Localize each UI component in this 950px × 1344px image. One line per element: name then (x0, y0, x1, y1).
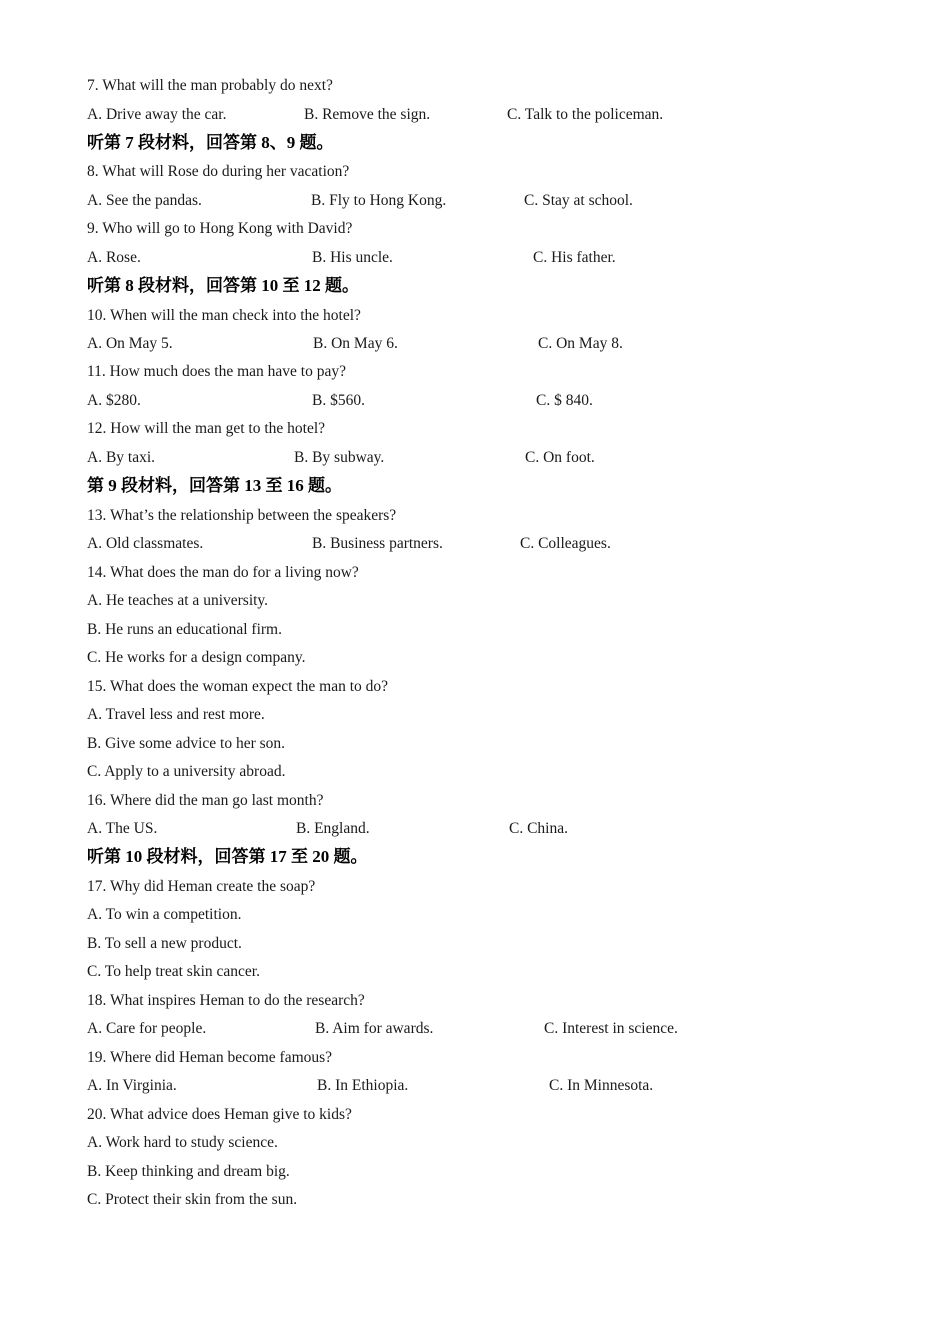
question-9: 9. Who will go to Hong Kong with David? (87, 220, 353, 237)
question-10: 10. When will the man check into the hotel? (87, 307, 361, 324)
question-14: 14. What does the man do for a living now? (87, 564, 359, 581)
option-16a: A. The US. (87, 820, 158, 837)
option-9c: C. His father. (533, 249, 616, 266)
option-8b: B. Fly to Hong Kong. (311, 192, 447, 209)
question-17: 17. Why did Heman create the soap? (87, 878, 316, 895)
option-16c: C. China. (509, 820, 568, 837)
option-12c: C. On foot. (525, 449, 595, 466)
option-19b: B. In Ethiopia. (317, 1077, 409, 1094)
option-8c: C. Stay at school. (524, 192, 633, 209)
option-10c: C. On May 8. (538, 335, 623, 352)
option-19c: C. In Minnesota. (549, 1077, 654, 1094)
option-10a: A. On May 5. (87, 335, 173, 352)
option-7b: B. Remove the sign. (304, 106, 431, 123)
option-7c: C. Talk to the policeman. (507, 106, 664, 123)
section-heading-7: 听第 7 段材料，回答第 8、9 题。 (87, 133, 334, 152)
option-20b: B. Keep thinking and dream big. (87, 1163, 290, 1180)
option-20c: C. Protect their skin from the sun. (87, 1191, 298, 1208)
section-heading-8: 听第 8 段材料，回答第 10 至 12 题。 (87, 276, 359, 295)
option-15c: C. Apply to a university abroad. (87, 763, 286, 780)
option-13b: B. Business partners. (312, 535, 443, 552)
option-18c: C. Interest in science. (544, 1020, 678, 1037)
section-heading-10: 听第 10 段材料，回答第 17 至 20 题。 (87, 847, 368, 866)
question-7: 7. What will the man probably do next? (87, 77, 333, 94)
option-9b: B. His uncle. (312, 249, 393, 266)
option-8a: A. See the pandas. (87, 192, 202, 209)
option-14c: C. He works for a design company. (87, 649, 306, 666)
option-14b: B. He runs an educational firm. (87, 621, 282, 638)
option-12a: A. By taxi. (87, 449, 156, 466)
option-14a: A. He teaches at a university. (87, 592, 269, 609)
option-12b: B. By subway. (294, 449, 385, 466)
option-11c: C. $ 840. (536, 392, 593, 409)
question-12: 12. How will the man get to the hotel? (87, 420, 326, 437)
question-19: 19. Where did Heman become famous? (87, 1049, 333, 1066)
question-15: 15. What does the woman expect the man to do? (87, 678, 389, 695)
option-7a: A. Drive away the car. (87, 106, 227, 123)
question-8: 8. What will Rose do during her vacation? (87, 163, 350, 180)
option-19a: A. In Virginia. (87, 1077, 177, 1094)
question-16: 16. Where did the man go last month? (87, 792, 324, 809)
option-18b: B. Aim for awards. (315, 1020, 434, 1037)
option-15a: A. Travel less and rest more. (87, 706, 265, 723)
option-10b: B. On May 6. (313, 335, 398, 352)
section-heading-9: 第 9 段材料，回答第 13 至 16 题。 (87, 476, 342, 495)
question-18: 18. What inspires Heman to do the research? (87, 992, 365, 1009)
option-16b: B. England. (296, 820, 370, 837)
option-13c: C. Colleagues. (520, 535, 611, 552)
option-17a: A. To win a competition. (87, 906, 242, 923)
option-18a: A. Care for people. (87, 1020, 207, 1037)
option-15b: B. Give some advice to her son. (87, 735, 286, 752)
option-20a: A. Work hard to study science. (87, 1134, 278, 1151)
option-17c: C. To help treat skin cancer. (87, 963, 260, 980)
question-11: 11. How much does the man have to pay? (87, 363, 346, 380)
option-13a: A. Old classmates. (87, 535, 204, 552)
option-11b: B. $560. (312, 392, 365, 409)
option-17b: B. To sell a new product. (87, 935, 242, 952)
question-13: 13. What’s the relationship between the speakers? (87, 507, 397, 524)
option-9a: A. Rose. (87, 249, 141, 266)
question-20: 20. What advice does Heman give to kids? (87, 1106, 352, 1123)
option-11a: A. $280. (87, 392, 141, 409)
